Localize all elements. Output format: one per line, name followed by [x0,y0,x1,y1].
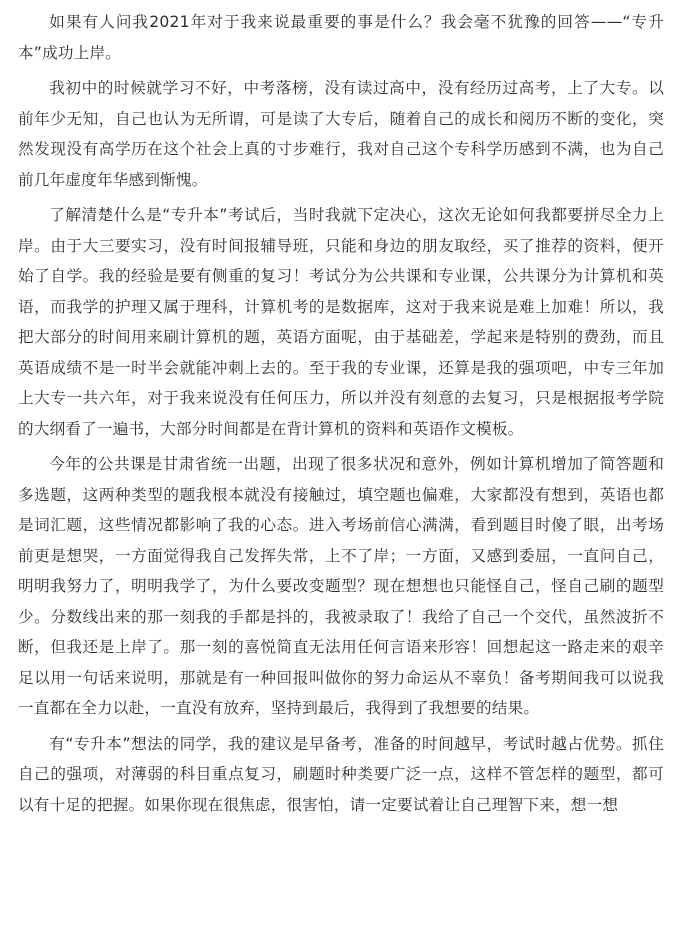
paragraph-background: 我初中的时候就学习不好，中考落榜，没有读过高中，没有经历过高考，上了大专。以前年少无知，自己也认为无所谓，可是读了大专后，随着自己的成长和阅历不断的变化，突然发现没有高学历在这个社会上真的寸步难行，我对自己这个专科学历感到不满，也为自己前几年虚度年华感到惭愧。 [18,79,664,189]
article [18,7,664,825]
paragraph-intro: 如果有人问我2021年对于我来说最重要的事是什么？我会毫不犹豫的回答——“专升本”成功上岸。 [18,13,664,62]
paragraph-preparation: 了解清楚什么是“专升本”考试后，当时我就下定决心，这次无论如何我都要拼尽全力上岸。由于大三要实习，没有时间报辅导班，只能和身边的朋友取经，买了推荐的资料，便开始了自学。我的经验是要有侧重的复习！考试分为公共课和专业课，公共课分为计算机和英语，而我学的护理又属于理科，计算机考的是数据库，这对于我来说是难上加难！所以，我把大部分的时间用来刷计算机的题，英语方面呢，由于基础差，学起来是特别的费劲，而且英语成绩不是一时半会就能冲刺上去的。至于我的专业课，还算是我的强项吧，中专三年加上大专一共六年，对于我来说没有任何压力，所以并没有刻意的去复习，只是根据报考学院的大纲看了一遍书，大部分时间都是在背计算机的资料和英语作文模板。 [18,206,664,438]
paragraph-exam-experience: 今年的公共课是甘肃省统一出题，出现了很多状况和意外，例如计算机增加了简答题和多选题，这两种类型的题我根本就没有接触过，填空题也偏难，大家都没有想到，英语也都是词汇题，这些情况都影响了我的心态。进入考场前信心满满，看到题目时傻了眼，出考场前更是想哭，一方面觉得我自己发挥失常，上不了岸；一方面，又感到委屈，一直问自己，明明我努力了，明明我学了，为什么要改变题型？现在想想也只能怪自己，怪自己刷的题型少。分数线出来的那一刻我的手都是抖的，我被录取了！我给了自己一个交代，虽然波折不断，但我还是上岸了。那一刻的喜悦简直无法用任何言语来形容！回想起这一路走来的艰辛足以用一句话来说明，那就是有一种回报叫做你的努力命运从不辜负！备考期间我可以说我一直都在全力以赴，一直没有放弃，坚持到最后，我得到了我想要的结果。 [18,455,664,717]
paragraph-advice: 有“专升本”想法的同学，我的建议是早备考，准备的时间越早，考试时越占优势。抓住自己的强项，对薄弱的科目重点复习，刷题时种类要广泛一点，这样不管怎样的题型，都可以有十足的把握。如果你现在很焦虑，很害怕，请一定要试着让自己理智下来，想一想 [18,734,664,814]
